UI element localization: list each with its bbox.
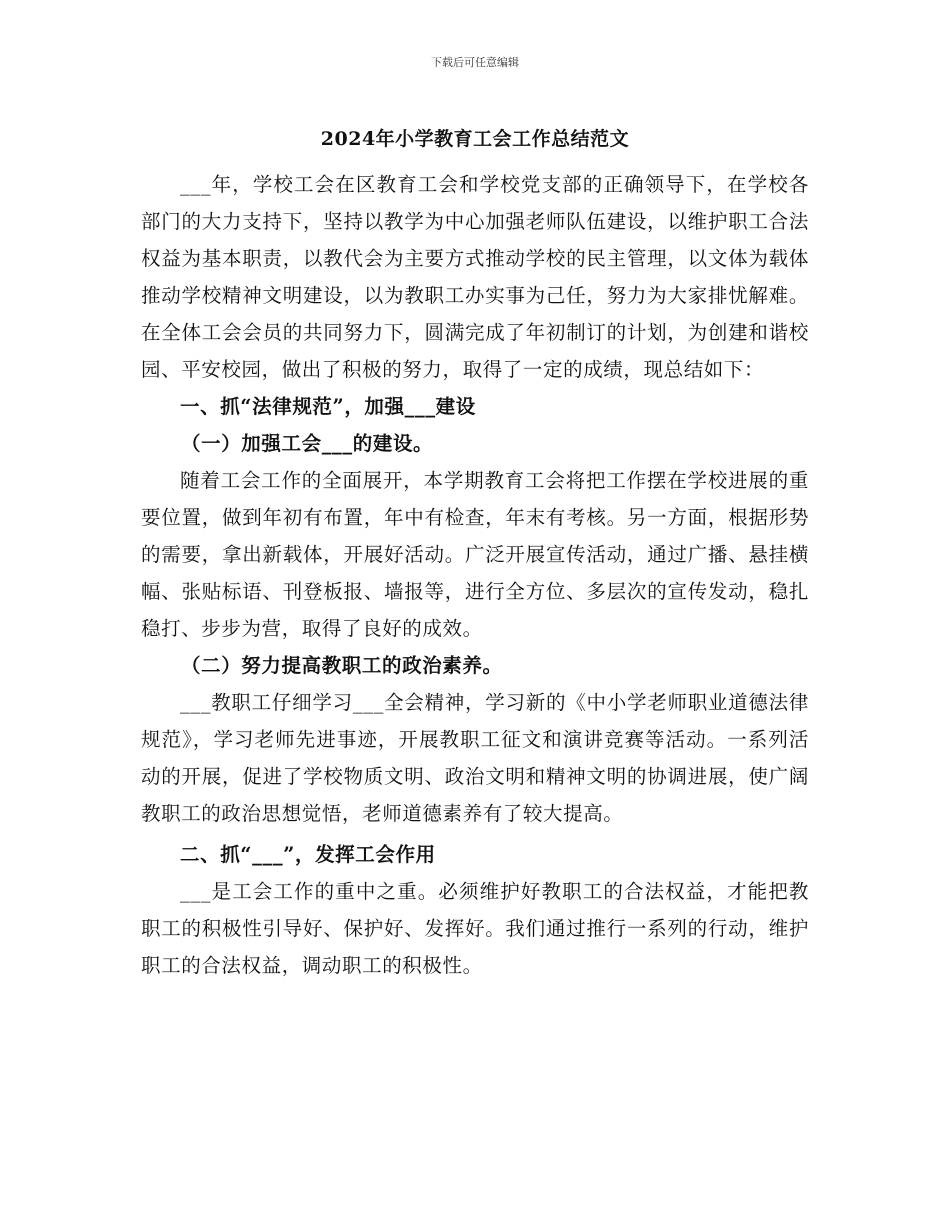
document-body	[141, 166, 809, 984]
section-2-heading: 二、抓“___”，发挥工会作用	[180, 843, 436, 866]
section-1-sub-1-heading: （一）加强工会___的建设。	[181, 432, 434, 455]
section-1-sub-1-body: 随着工会工作的全面展开，本学期教育工会将把工作摆在学校进展的重要位置，做到年初有布置，年中有检查，年末有考核。另一方面，根据形势的需要，拿出新载体，开展好活动。广泛开展宣传活动，通过广播、悬挂横幅、张贴标语、刊登板报、墙报等，进行全方位、多层次的宣传发动，稳扎稳打、步步为营，取得了良好的成效。	[141, 469, 809, 640]
section-1-sub-2-body: ___教职工仔细学习___全会精神，学习新的《中小学老师职业道德法律规范》，学习老师先进事迹，开展教职工征文和演讲竞赛等活动。一系列活动的开展，促进了学校物质文明、政治文明和精神文明的协调进展，使广阔教职工的政治思想觉悟，老师道德素养有了较大提高。	[141, 691, 809, 825]
section-1-sub-2-heading: （二）努力提高教职工的政治素养。	[181, 654, 503, 677]
intro-paragraph: ___年，学校工会在区教育工会和学校党支部的正确领导下，在学校各部门的大力支持下，坚持以教学为中心加强老师队伍建设，以维护职工合法权益为基本职责，以教代会为主要方式推动学校的民主管理，以文体为载体推动学校精神文明建设，以为教职工办实事为己任，努力为大家排忧解难。在全体工会会员的共同努力下，圆满完成了年初制订的计划，为创建和谐校园、平安校园，做出了积极的努力，取得了一定的成绩，现总结如下：	[141, 173, 809, 381]
section-1-heading: 一、抓“法律规范”，加强___建设	[180, 395, 476, 418]
document-title: 2024年小学教育工会工作总结范文	[320, 128, 630, 150]
header-note: 下载后可任意编辑	[431, 56, 519, 69]
section-2-body: ___是工会工作的重中之重。必须维护好教职工的合法权益，才能把教职工的积极性引导好、保护好、发挥好。我们通过推行一系列的行动，维护职工的合法权益，调动职工的积极性。	[141, 880, 809, 977]
